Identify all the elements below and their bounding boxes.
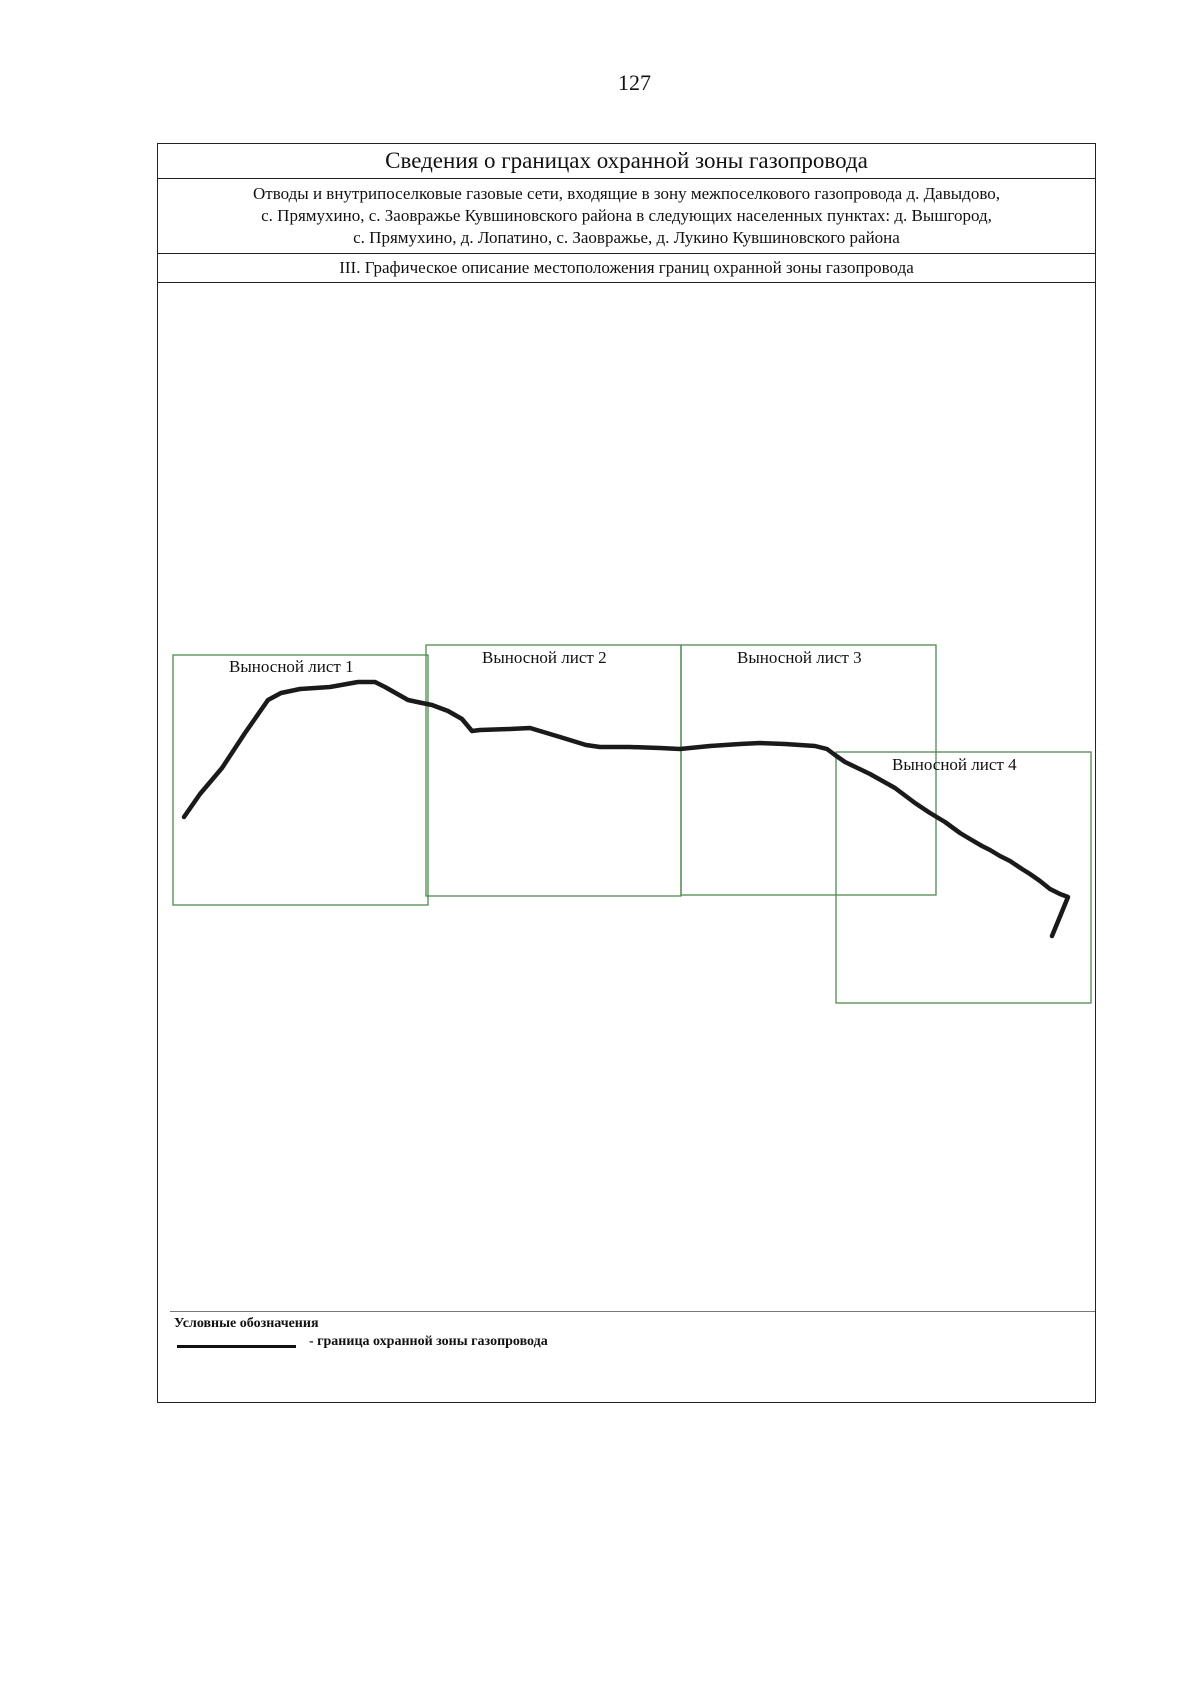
sheet-frame-2 bbox=[426, 645, 681, 896]
sheet-label-1: Выносной лист 1 bbox=[229, 657, 354, 676]
legend-boundary-symbol bbox=[177, 1345, 296, 1348]
sheet-label-2: Выносной лист 2 bbox=[482, 648, 607, 667]
legend-title: Условные обозначения bbox=[174, 1316, 319, 1331]
section-heading: III. Графическое описание местоположения границ охранной зоны газопровода bbox=[158, 254, 1095, 283]
sheet-frames bbox=[173, 645, 1091, 1003]
legend-boundary-text: - граница охранной зоны газопровода bbox=[309, 1334, 548, 1349]
sheet-labels bbox=[229, 648, 1017, 774]
legend-divider bbox=[170, 1311, 1095, 1312]
sheet-label-3: Выносной лист 3 bbox=[737, 648, 862, 667]
sheet-label-4: Выносной лист 4 bbox=[892, 755, 1017, 774]
description-line-2: с. Прямухино, с. Заовражье Кувшиновского района в следующих населенных пунктах: д. Вышгород, bbox=[261, 206, 992, 225]
document-title: Сведения о границах охранной зоны газопровода bbox=[158, 144, 1095, 179]
page-number: 127 bbox=[618, 70, 651, 95]
description-line-3: с. Прямухино, д. Лопатино, с. Заовражье, д. Лукино Кувшиновского района bbox=[353, 228, 900, 247]
sheet-frame-4 bbox=[836, 752, 1091, 1003]
description-line-1: Отводы и внутрипоселковые газовые сети, входящие в зону межпоселкового газопровода д. Давыдово, bbox=[253, 184, 1000, 203]
